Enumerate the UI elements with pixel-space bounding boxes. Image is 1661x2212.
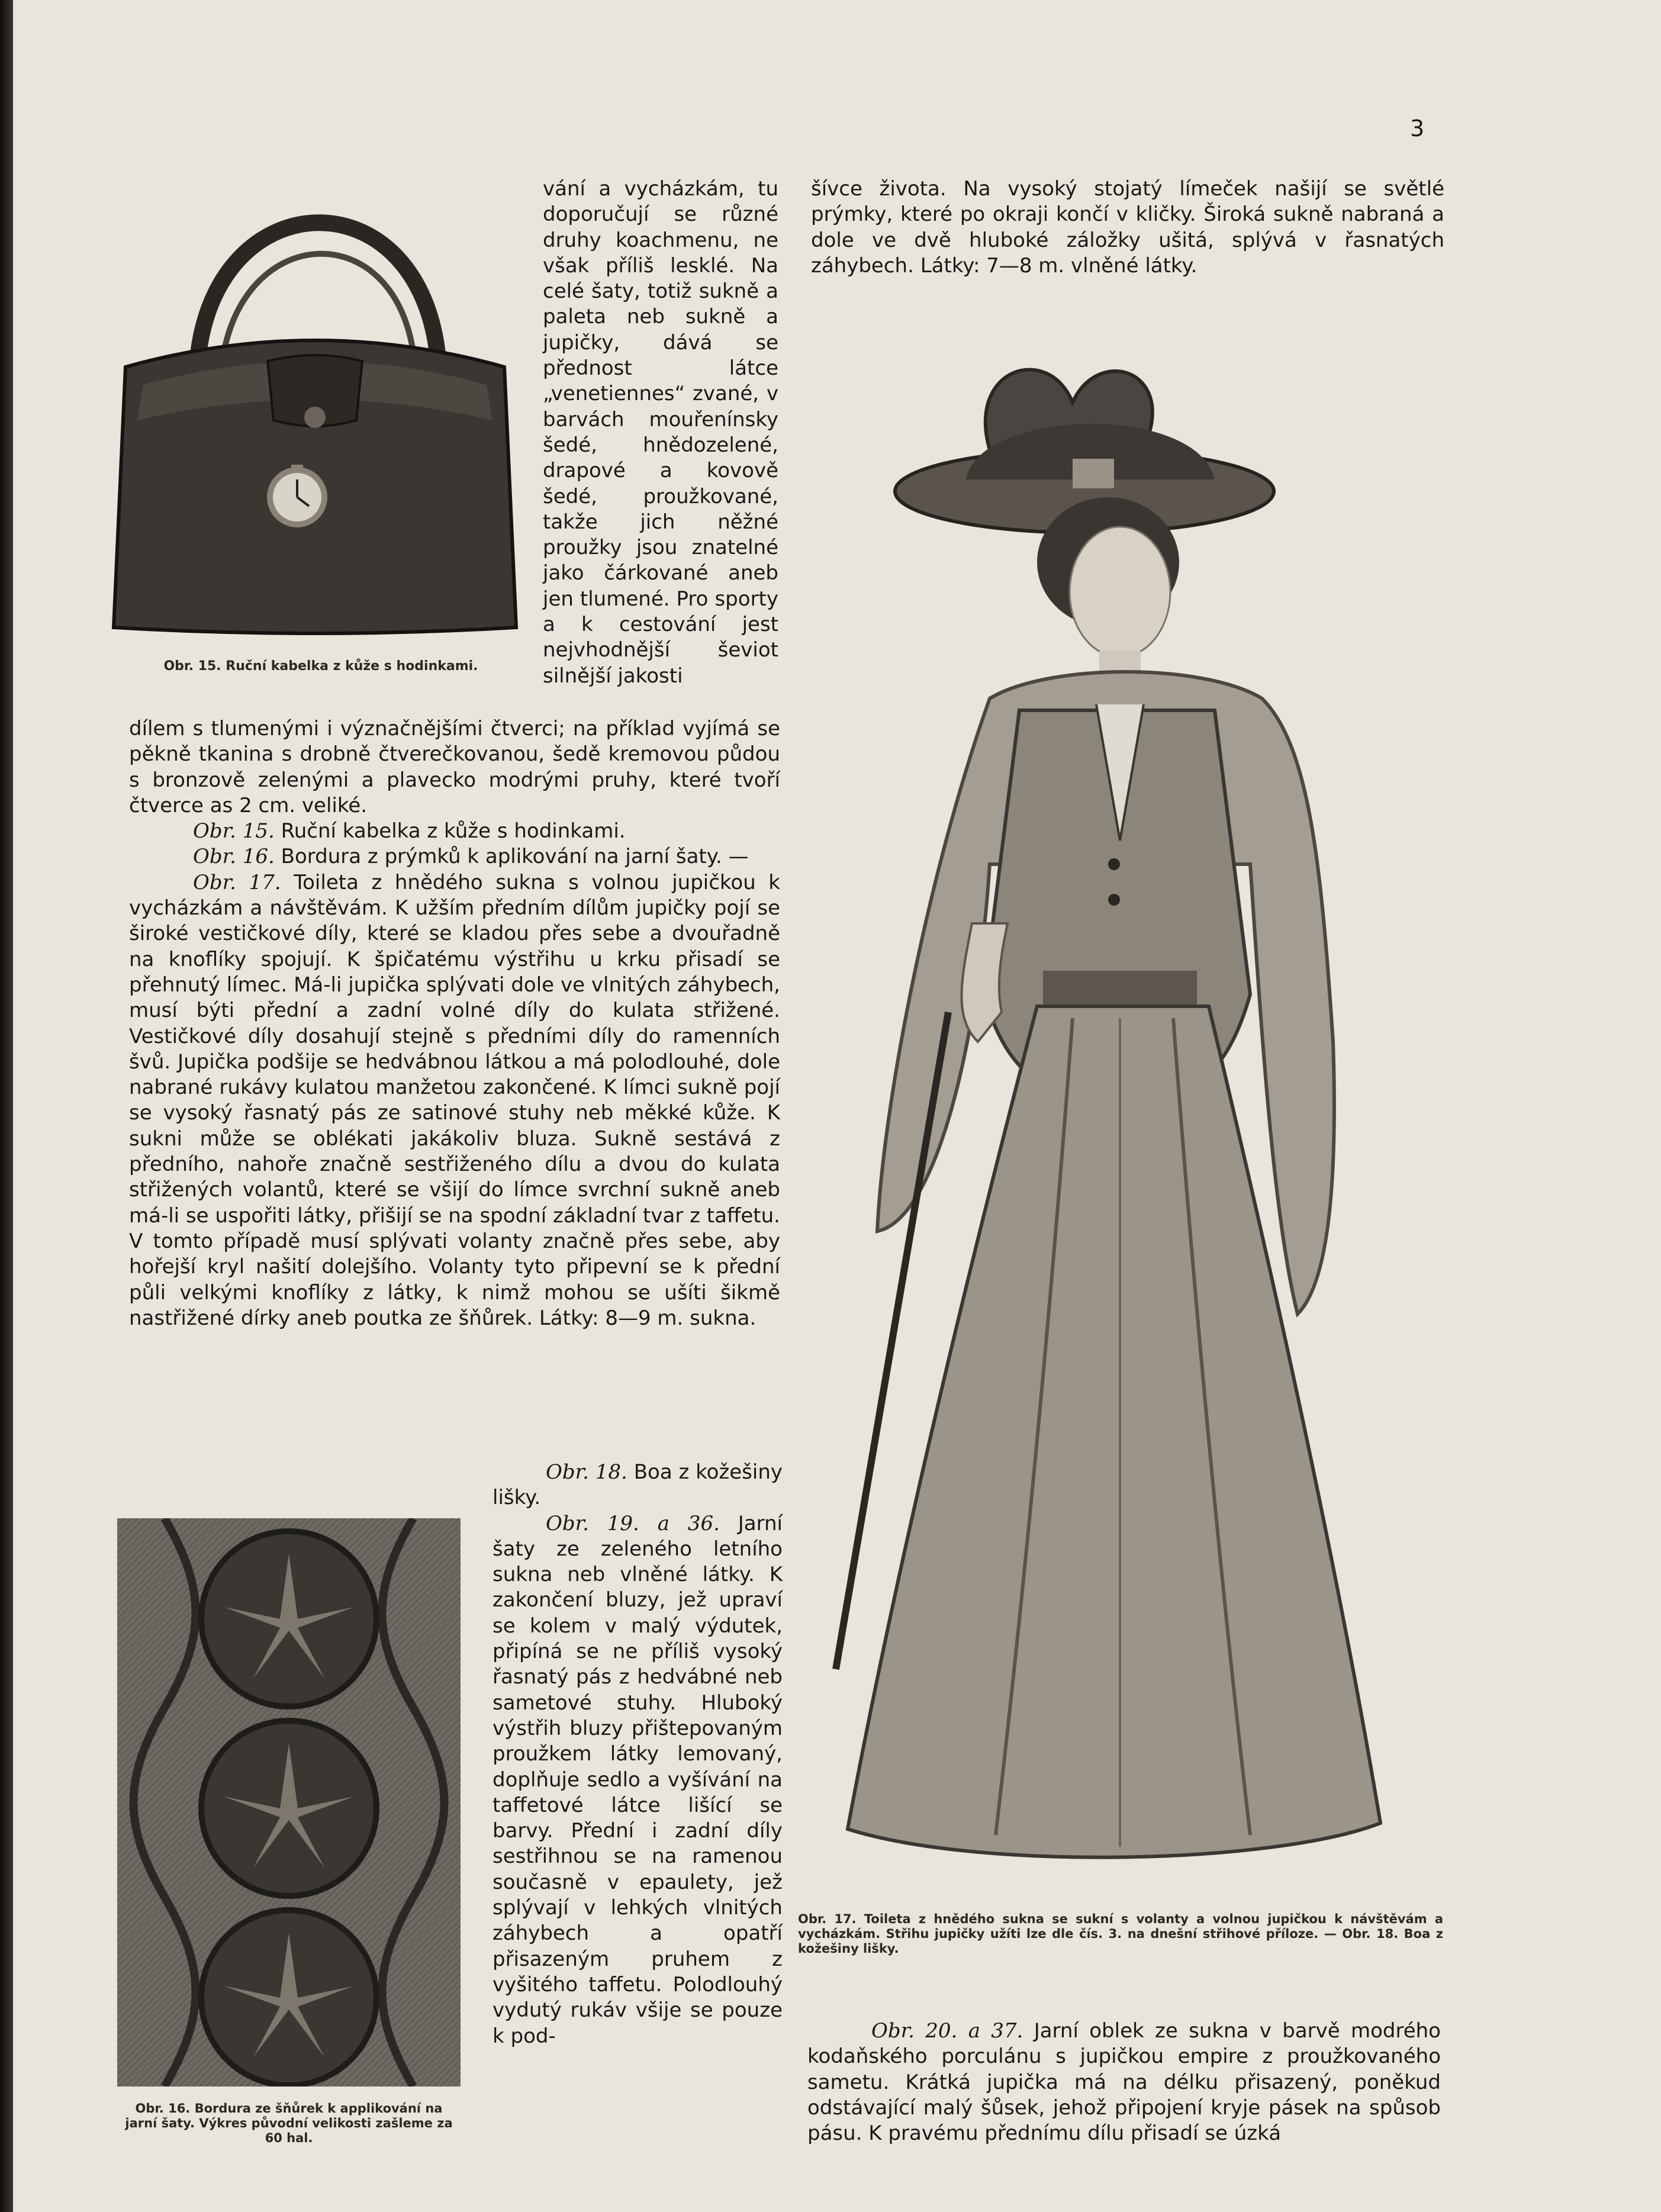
left-column-text — [129, 716, 780, 1331]
page-number: 3 — [1410, 115, 1425, 141]
figure-17-toilette — [741, 331, 1475, 1894]
rosette-2 — [201, 1721, 376, 1896]
obr20-text: Jarní oblek ze sukna v barvě modrého kodaňského porculánu s jupičkou empire z proužkovaného sametu. Krátká jupička má na délku přisazený, poněkud odstávající malý šůsek, jehož připojení kryje pásek na spůsob pásu. K pravému přednímu dílu přisadí se úzká — [807, 2019, 1441, 2146]
obr15-ref: Obr. 15. — [193, 819, 275, 843]
obr19-text: Jarní šaty ze zeleného letního sukna neb vlněné látky. K zakončení bluzy, jež upraví se kolem v malý výdutek, připíná se ne příliš vysoký řasnatý pás z hedvábné neb sametové stuhy. Hluboký výstřih bluzy přištepovaným proužkem látky lemovaný, doplňuje sedlo a vyšívání na taffetové látce lišící se barvy. Přední i zadní díly sestřihnou se na ramenou současně v epaulety, jež splývají v lehkých vlnitých záhybech a opatří přisazeným pruhem z vyšitého taffetu. Polodlouhý vydutý rukáv všije se pouze k pod- — [492, 1511, 783, 2048]
rosette-1 — [201, 1531, 376, 1707]
narrow-column-paragraph: vání a vycházkám, tu doporučují se různé druhy koachmenu, ne však příliš lesklé. Na celé šaty, totiž sukně a paleta neb sukně a jupičky, dává se přednost látce „venetiennes“ zvané, v barvách mouřenínsky šedé, hnědozelené, drapové a kovově šedé, proužkované, takže jich něžné proužky jsou znatelné jako čárkované aneb jen tlumené. Pro sporty a k cestování jest nejvhodnější ševiot silnější jakosti — [543, 177, 778, 688]
lady-in-toilette-illustration — [741, 331, 1475, 1894]
right-column-bottom-text — [807, 2018, 1441, 2146]
right-column-top-text — [811, 176, 1444, 279]
figure-15-caption: Obr. 15. Ruční kabelka z kůže s hodinkami. — [163, 659, 478, 674]
figure-15-handbag — [108, 166, 522, 639]
paragraph-obr18 — [492, 1460, 783, 1511]
figure-16-caption: Obr. 16. Bordura ze šňůrek k applikování na jarní šaty. Výkres původní velikosti zašleme za 60 hal. — [125, 2101, 453, 2145]
obr15-text: Ruční kabelka z kůže s hodinkami. — [281, 819, 626, 843]
obr19-ref: Obr. 19. a 36. — [546, 1511, 720, 1535]
obr20-ref: Obr. 20. a 37. — [871, 2019, 1023, 2043]
obr18-ref: Obr. 18. — [546, 1460, 627, 1484]
obr17-ref: Obr. 17. — [193, 870, 281, 894]
book-spine — [0, 0, 13, 2212]
page — [13, 0, 1661, 2212]
middle-column-text — [492, 1460, 783, 2049]
obr18-text: Boa z kožešiny lišky. — [492, 1460, 783, 1510]
paragraph-obr15 — [129, 819, 780, 844]
figure-16-border — [117, 1518, 461, 2087]
paragraph-obr16 — [129, 844, 780, 870]
paragraph-obr19 — [492, 1511, 783, 2049]
border-illustration — [117, 1518, 461, 2087]
figure-17-caption: Obr. 17. Toileta z hnědého sukna se sukní s volanty a volnou jupičkou k návštěvám a vycházkám. Střihu jupičky užíti lze dle čís. 3. na dnešní střihové příloze. — Obr. 18. Boa z kožešiny lišky. — [798, 1912, 1443, 1956]
paragraph-continuation: šívce života. Na vysoký stojatý límeček našijí se světlé prýmky, které po okraji končí v kličky. Široká sukně nabraná a dole ve dvě hluboké záložky ušitá, splývá v řasnatých záhybech. Látky: 7—8 m. vlněné látky. — [811, 177, 1444, 278]
obr16-ref: Obr. 16. — [193, 845, 275, 869]
paragraph-checks: dílem s tlumenými i význačnějšími čtverci; na příklad vyjímá se pěkně tkanina s drobně čtverečkovanou, šedě kremovou půdou s bronzově zelenými a plavecko modrými pruhy, které tvoří čtverce as 2 cm. veliké. — [129, 717, 780, 817]
obr16-text: Bordura z prýmků k aplikování na jarní šaty. — — [281, 845, 749, 869]
paragraph-obr20 — [807, 2018, 1441, 2146]
rosette-3 — [201, 1910, 376, 2085]
handbag-illustration — [108, 166, 522, 639]
obr17-text: Toileta z hnědého sukna s volnou jupičkou k vycházkám a návštěvám. K užším předním dílům jupičky pojí se široké vestičkové díly, které se kladou přes sebe a dvouřadně na knoflíky spojují. K špičatému výstřihu u krku přisadí se přehnutý límec. Má-li jupička splývati dole ve vlnitých záhybech, musí býti přední a zadní volné díly do kulata střižené. Vestičkové díly dosahují stejně s předními díly do ramenních švů. Jupička podšije se hedvábnou látkou a má polodlouhé, dole nabrané rukávy kulatou manžetou zakončené. K límci sukně pojí se vysoký řasnatý pás ze satinové stuhy neb měkké kůže. K sukni může se oblékati jakákoliv bluza. Sukně sestává z předního, nahoře značně sestřiženého dílu a dvou do kulata střižených volantů, které se všijí do límce svrchní sukně aneb má-li se uspořiti látky, přišijí se na spodní základní tvar z taffetu. V tomto případě musí splývati volanty značně přes sebe, aby hořejší kryl našití dolejšího. Volanty tyto připevní se k přední půli velkými knoflíky z látky, k nimž mohou se ušíti šikmě nastřižené dírky aneb poutka ze šňůrek. Látky: 8—9 m. sukna. — [129, 870, 780, 1330]
paragraph-obr17 — [129, 870, 780, 1331]
